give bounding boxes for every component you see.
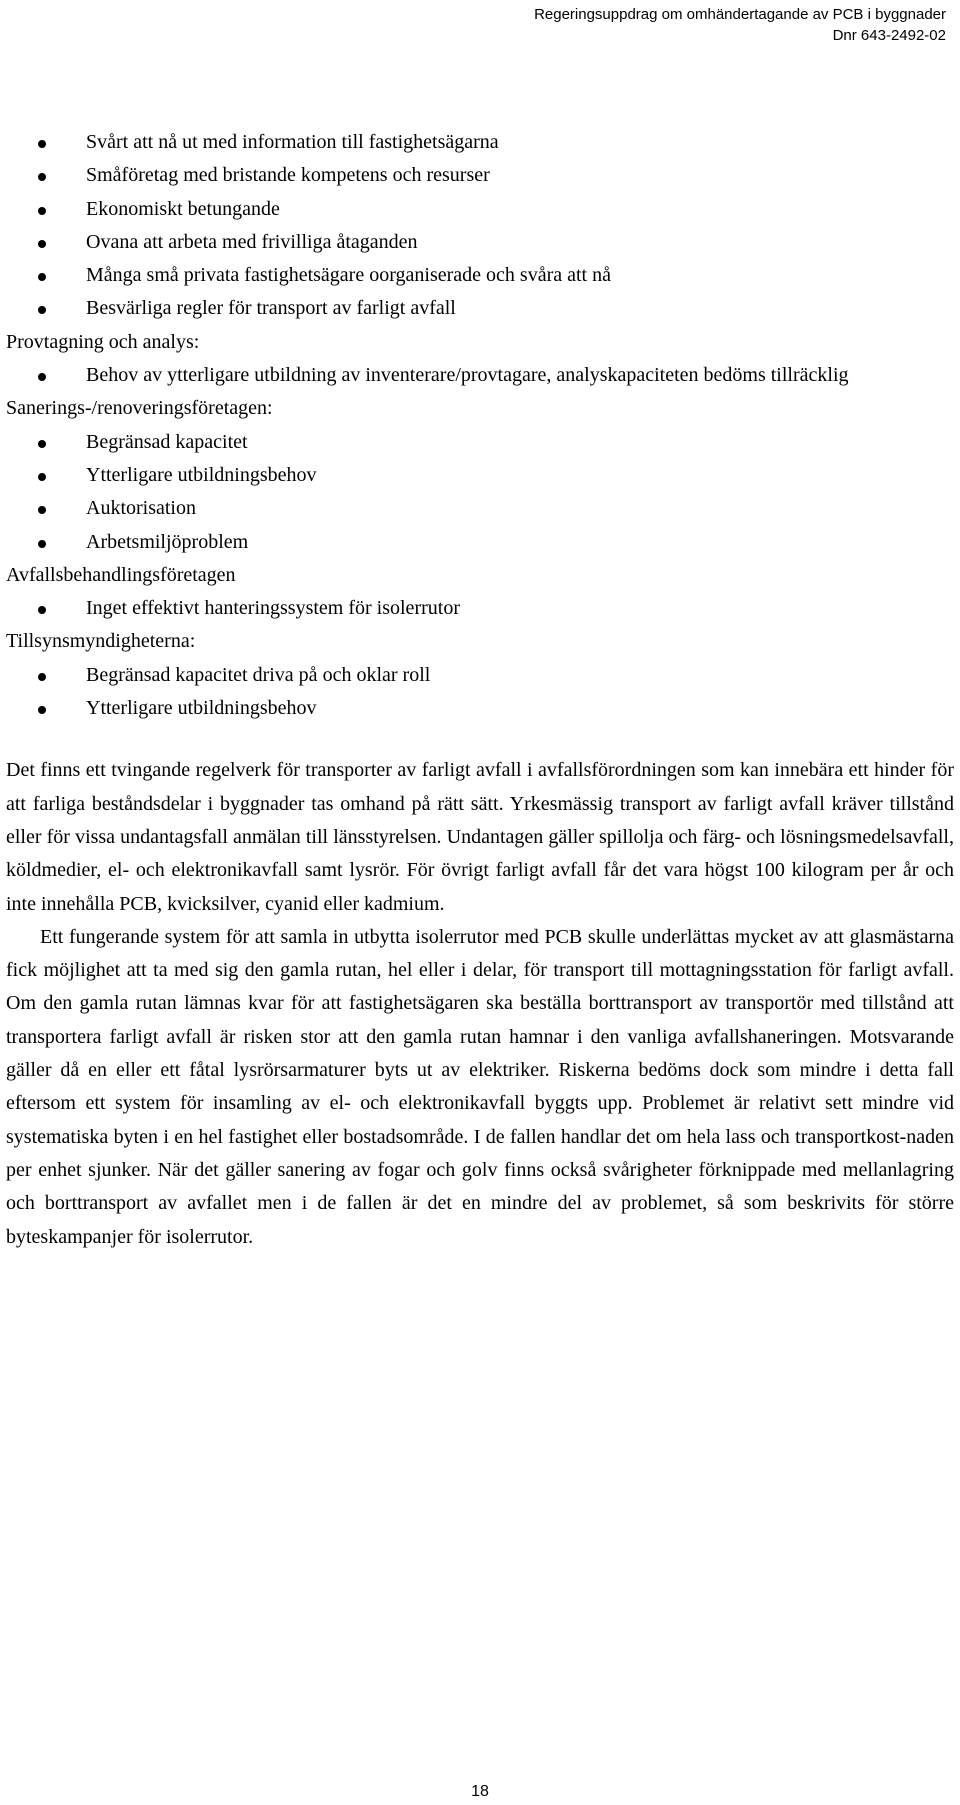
bullet-item: [6, 159, 954, 192]
bullet-icon: [38, 606, 46, 614]
bullet-icon: [38, 440, 46, 448]
bullet-item: [6, 126, 954, 159]
bullet-text: Arbetsmiljöproblem: [86, 530, 249, 553]
bullet-icon: [38, 373, 46, 381]
bullet-list-section: [6, 126, 954, 725]
bullet-text: Begränsad kapacitet: [86, 430, 248, 453]
bullet-text: Många små privata fastighetsägare oorganiserade och svåra att nå: [86, 264, 611, 287]
bullet-text: Inget effektivt hanteringssystem för isolerrutor: [86, 597, 460, 620]
bullet-item: [6, 659, 954, 692]
bullet-icon: [38, 140, 46, 148]
bullet-text: Svårt att nå ut med information till fastighetsägarna: [86, 131, 499, 153]
bullet-icon: [38, 173, 46, 181]
bullet-icon: [38, 673, 46, 681]
paragraph: Ett fungerande system för att samla in utbytta isolerrutor med PCB skulle underlättas mycket av att glasmästarna fick möjlighet att ta med sig den gamla rutan, hel eller i delar, för transport till mottagningsstation för farligt avfall. Om den gamla rutan lämnas kvar för att fastighetsägaren ska beställa borttransport av transportör med tillstånd att transportera farligt avfall är risken stor att den gamla rutan hamnar i den vanliga avfallshaneringen. Motsvarande gäller då en eller ett fåtal lysrörsarmaturer byts ut av elektriker. Riskerna bedöms dock som mindre i detta fall eftersom ett system för insamling av el- och elektronikavfall byggts upp. Problemet är relativt sett mindre vid systematiska byten i en hel fastighet eller bostadsområde. I de fallen handlar det om hela lass och transportkost-naden per enhet sjunker. När det gäller sanering av fogar och golv finns också svårigheter förknippade med mellanlagring och borttransport av avfallet men i de fallen är det en mindre del av problemet, så som beskrivits för större byteskampanjer för isolerrutor.: [6, 925, 954, 1248]
bullet-item: [6, 492, 954, 525]
bullet-text: Ekonomiskt betungande: [86, 197, 280, 220]
bullet-text: Auktorisation: [86, 497, 196, 520]
bullet-item: [6, 592, 954, 625]
bullet-icon: [38, 306, 46, 314]
bullet-item: [6, 226, 954, 259]
bullet-text: Besvärliga regler för transport av farligt avfall: [86, 297, 456, 320]
bullet-text: Ytterligare utbildningsbehov: [86, 697, 317, 720]
bullet-icon: [38, 706, 46, 714]
page-number: 18: [471, 1783, 489, 1800]
bullet-item: [6, 426, 954, 459]
bullet-item: [6, 259, 954, 292]
section-heading: Provtagning och analys:: [6, 330, 200, 353]
bullet-item: [6, 292, 954, 325]
bullet-text: Begränsad kapacitet driva på och oklar roll: [86, 663, 431, 686]
page-header: [534, 4, 946, 46]
bullet-icon: [38, 240, 46, 248]
bullet-item: [6, 193, 954, 226]
bullet-icon: [38, 207, 46, 215]
section-heading: Tillsynsmyndigheterna:: [6, 630, 196, 653]
bullet-item: [6, 459, 954, 492]
document-body: [6, 126, 954, 1254]
bullet-text: Ytterligare utbildningsbehov: [86, 463, 317, 486]
bullet-item: [6, 359, 954, 392]
header-title: Regeringsuppdrag om omhändertagande av PCB i byggnader: [534, 6, 946, 23]
bullet-item: [6, 526, 954, 559]
bullet-text: Ovana att arbeta med frivilliga åtaganden: [86, 230, 418, 253]
header-dnr: Dnr 643-2492-02: [832, 27, 946, 44]
bullet-icon: [38, 506, 46, 514]
bullet-icon: [38, 473, 46, 481]
bullet-icon: [38, 540, 46, 548]
bullet-text: Småföretag med bristande kompetens och resurser: [86, 164, 490, 187]
paragraph: Det finns ett tvingande regelverk för transporter av farligt avfall i avfallsförordningen som kan innebära ett hinder för att farliga beståndsdelar i byggnader tas omhand på rätt sätt. Yrkesmässig transport av farligt avfall kräver tillstånd eller för vissa undantagsfall anmälan till länsstyrelsen. Undantagen gäller spillolja och färg- och lösningsmedelsavfall, köldmedier, el- och elektronikavfall samt lysrör. För övrigt farligt avfall får det vara högst 100 kilogram per år och inte innehålla PCB, kvicksilver, cyanid eller kadmium.: [6, 759, 954, 915]
bullet-text: Behov av ytterligare utbildning av inventerare/provtagare, analyskapaciteten bedöms tillräcklig: [86, 364, 849, 387]
section-heading: Sanerings-/renoveringsföretagen:: [6, 397, 273, 420]
bullet-item: [6, 692, 954, 725]
section-heading: Avfallsbehandlingsföretagen: [6, 563, 236, 586]
bullet-icon: [38, 273, 46, 281]
